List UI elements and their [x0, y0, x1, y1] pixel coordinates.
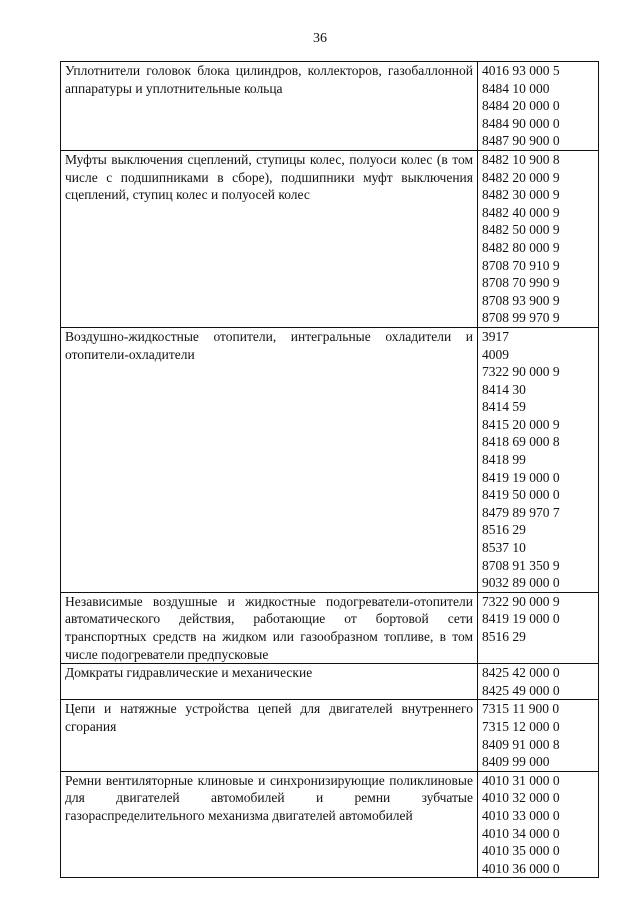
product-description: Домкраты гидравлические и механические: [61, 664, 478, 700]
product-codes: [478, 771, 599, 878]
product-description: Цепи и натяжные устройства цепей для двигателей внутреннего сгорания: [61, 700, 478, 771]
tn-ved-code: 8482 40 000 9: [482, 204, 560, 220]
product-description: Ремни вентиляторные клиновые и синхронизирующие поликлиновые для двигателей автомобилей и ремни зубчатые газораспределительного механизма двигателей автомобилей: [61, 771, 478, 878]
product-description: Воздушно-жидкостные отопители, интегральные охладители и отопители-охладители: [61, 327, 478, 592]
page-number: 36: [313, 31, 327, 46]
tn-ved-code: 8419 19 000 0: [482, 611, 560, 627]
tn-ved-code: 8409 91 000 8: [482, 736, 560, 752]
tn-ved-code: 8537 10: [482, 540, 526, 556]
tn-ved-code: 8482 50 000 9: [482, 222, 560, 238]
table-row: [61, 771, 599, 878]
tn-ved-code: 8409 99 000: [482, 754, 550, 770]
tn-ved-code: 7315 12 000 0: [482, 718, 560, 734]
table-row: [61, 700, 599, 771]
table-body: [61, 62, 599, 878]
tn-ved-code: 4016 93 000 5: [482, 63, 560, 78]
tn-ved-code: 8419 19 000 0: [482, 469, 560, 485]
tn-ved-code: 4010 36 000 0: [482, 860, 560, 876]
tn-ved-code: 8482 20 000 9: [482, 169, 560, 185]
tn-ved-code: 8419 50 000 0: [482, 487, 560, 503]
tn-ved-code: 8708 93 900 9: [482, 292, 560, 308]
tn-ved-code: 8484 10 000: [482, 80, 550, 96]
table-row: [61, 664, 599, 700]
tn-ved-code: 8482 10 900 8: [482, 151, 560, 167]
tn-ved-code: 4010 32 000 0: [482, 790, 560, 806]
tn-ved-code: 8484 20 000 0: [482, 98, 560, 114]
tn-ved-code: 8482 80 000 9: [482, 239, 560, 255]
tn-ved-code: 9032 89 000 0: [482, 575, 560, 591]
table-row: [61, 150, 599, 327]
tn-ved-code: 8414 30: [482, 381, 526, 397]
product-codes: [478, 150, 599, 327]
table-row: [61, 62, 599, 151]
tn-ved-code: 8708 99 970 9: [482, 310, 560, 326]
tn-ved-code: 8516 29: [482, 629, 526, 644]
product-codes: [478, 62, 599, 151]
product-description: Независимые воздушные и жидкостные подогреватели-отопители автоматического действия, работающие от бортовой сети транспортных средств на жидком или газообразном топливе, в том числе подогреватели предпусковые: [61, 592, 478, 663]
product-codes: [478, 592, 599, 663]
tn-ved-code: 8418 99: [482, 452, 526, 468]
tn-ved-code: 7322 90 000 9: [482, 364, 560, 380]
table-row: [61, 327, 599, 592]
tn-ved-code: 8479 89 970 7: [482, 504, 560, 520]
tn-ved-code: 8708 91 350 9: [482, 557, 560, 573]
tn-ved-code: 8708 70 990 9: [482, 275, 560, 291]
product-description: Уплотнители головок блока цилиндров, коллекторов, газобаллонной аппаратуры и уплотнительные кольца: [61, 62, 478, 151]
tn-ved-code: 8482 30 000 9: [482, 187, 560, 203]
tn-ved-code: 8414 59: [482, 399, 526, 415]
tn-ved-code: 4009: [482, 346, 509, 362]
tn-ved-code: 4010 33 000 0: [482, 807, 560, 823]
product-codes: [478, 700, 599, 771]
product-description: Муфты выключения сцеплений, ступицы колес, полуоси колес (в том числе с подшипниками в сборе), подшипники муфт выключения сцеплений, ступиц колес и полуосей колес: [61, 150, 478, 327]
product-codes: [478, 664, 599, 700]
tn-ved-code: 8484 90 000 0: [482, 115, 560, 131]
tn-ved-code: 8415 20 000 9: [482, 416, 560, 432]
tn-ved-code: 8425 49 000 0: [482, 682, 560, 698]
table-row: [61, 592, 599, 663]
tn-ved-code: 8418 69 000 8: [482, 434, 560, 450]
tn-ved-code: 4010 35 000 0: [482, 843, 560, 859]
tn-ved-code: 8516 29: [482, 522, 526, 538]
tn-ved-code: 4010 31 000 0: [482, 772, 560, 788]
product-codes: [478, 327, 599, 592]
tn-ved-code: 7315 11 900 0: [482, 701, 560, 717]
product-codes-table: [60, 61, 599, 878]
tn-ved-code: 4010 34 000 0: [482, 825, 560, 841]
tn-ved-code: 7322 90 000 9: [482, 593, 560, 609]
tn-ved-code: 8487 90 900 0: [482, 133, 560, 149]
tn-ved-code: 3917: [482, 328, 509, 344]
tn-ved-code: 8708 70 910 9: [482, 257, 560, 273]
tn-ved-code: 8425 42 000 0: [482, 665, 560, 681]
